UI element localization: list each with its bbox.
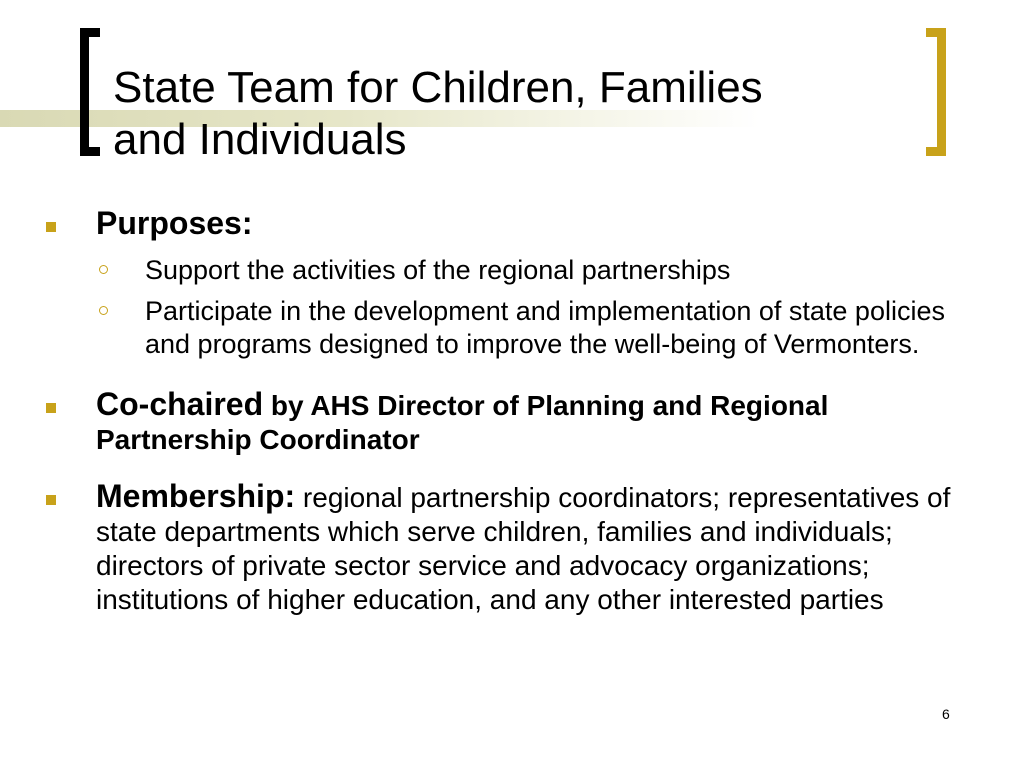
cochaired-heading: Co-chaired <box>96 386 264 422</box>
purposes-subitem-1 <box>46 254 991 287</box>
square-bullet-icon <box>46 403 56 413</box>
title-line-2: and Individuals <box>113 115 407 164</box>
title-line-1: State Team for Children, Families <box>113 63 763 112</box>
square-bullet-icon <box>46 495 56 505</box>
slide-content <box>46 206 991 617</box>
bullet-cochaired <box>46 387 991 457</box>
square-bullet-icon <box>46 222 56 232</box>
membership-detail: regional partnership coordinators; representatives of state departments which serve children, families and individuals; directors of private sector service and advocacy organizations; institutions of higher education, and any other interested parties <box>96 482 951 615</box>
cochaired-detail: by AHS Director of Planning and Regional Partnership Coordinator <box>96 390 829 455</box>
slide-title <box>113 62 913 166</box>
bullet-purposes <box>46 206 991 240</box>
purposes-heading: Purposes: <box>96 205 253 241</box>
page-number: 6 <box>942 706 950 722</box>
membership-text <box>96 479 991 617</box>
bullet-membership <box>46 479 991 617</box>
right-bracket <box>926 28 946 156</box>
circle-bullet-icon <box>99 306 108 315</box>
left-bracket <box>80 28 100 156</box>
membership-heading: Membership: <box>96 478 296 514</box>
purposes-subitem-2-text: Participate in the development and implementation of state policies and programs designed to improve the well-being of Vermonters. <box>145 296 945 359</box>
cochaired-text <box>96 387 991 457</box>
purposes-subitem-1-text: Support the activities of the regional partnerships <box>145 255 731 285</box>
circle-bullet-icon <box>99 265 108 274</box>
purposes-subitem-2 <box>46 295 991 361</box>
